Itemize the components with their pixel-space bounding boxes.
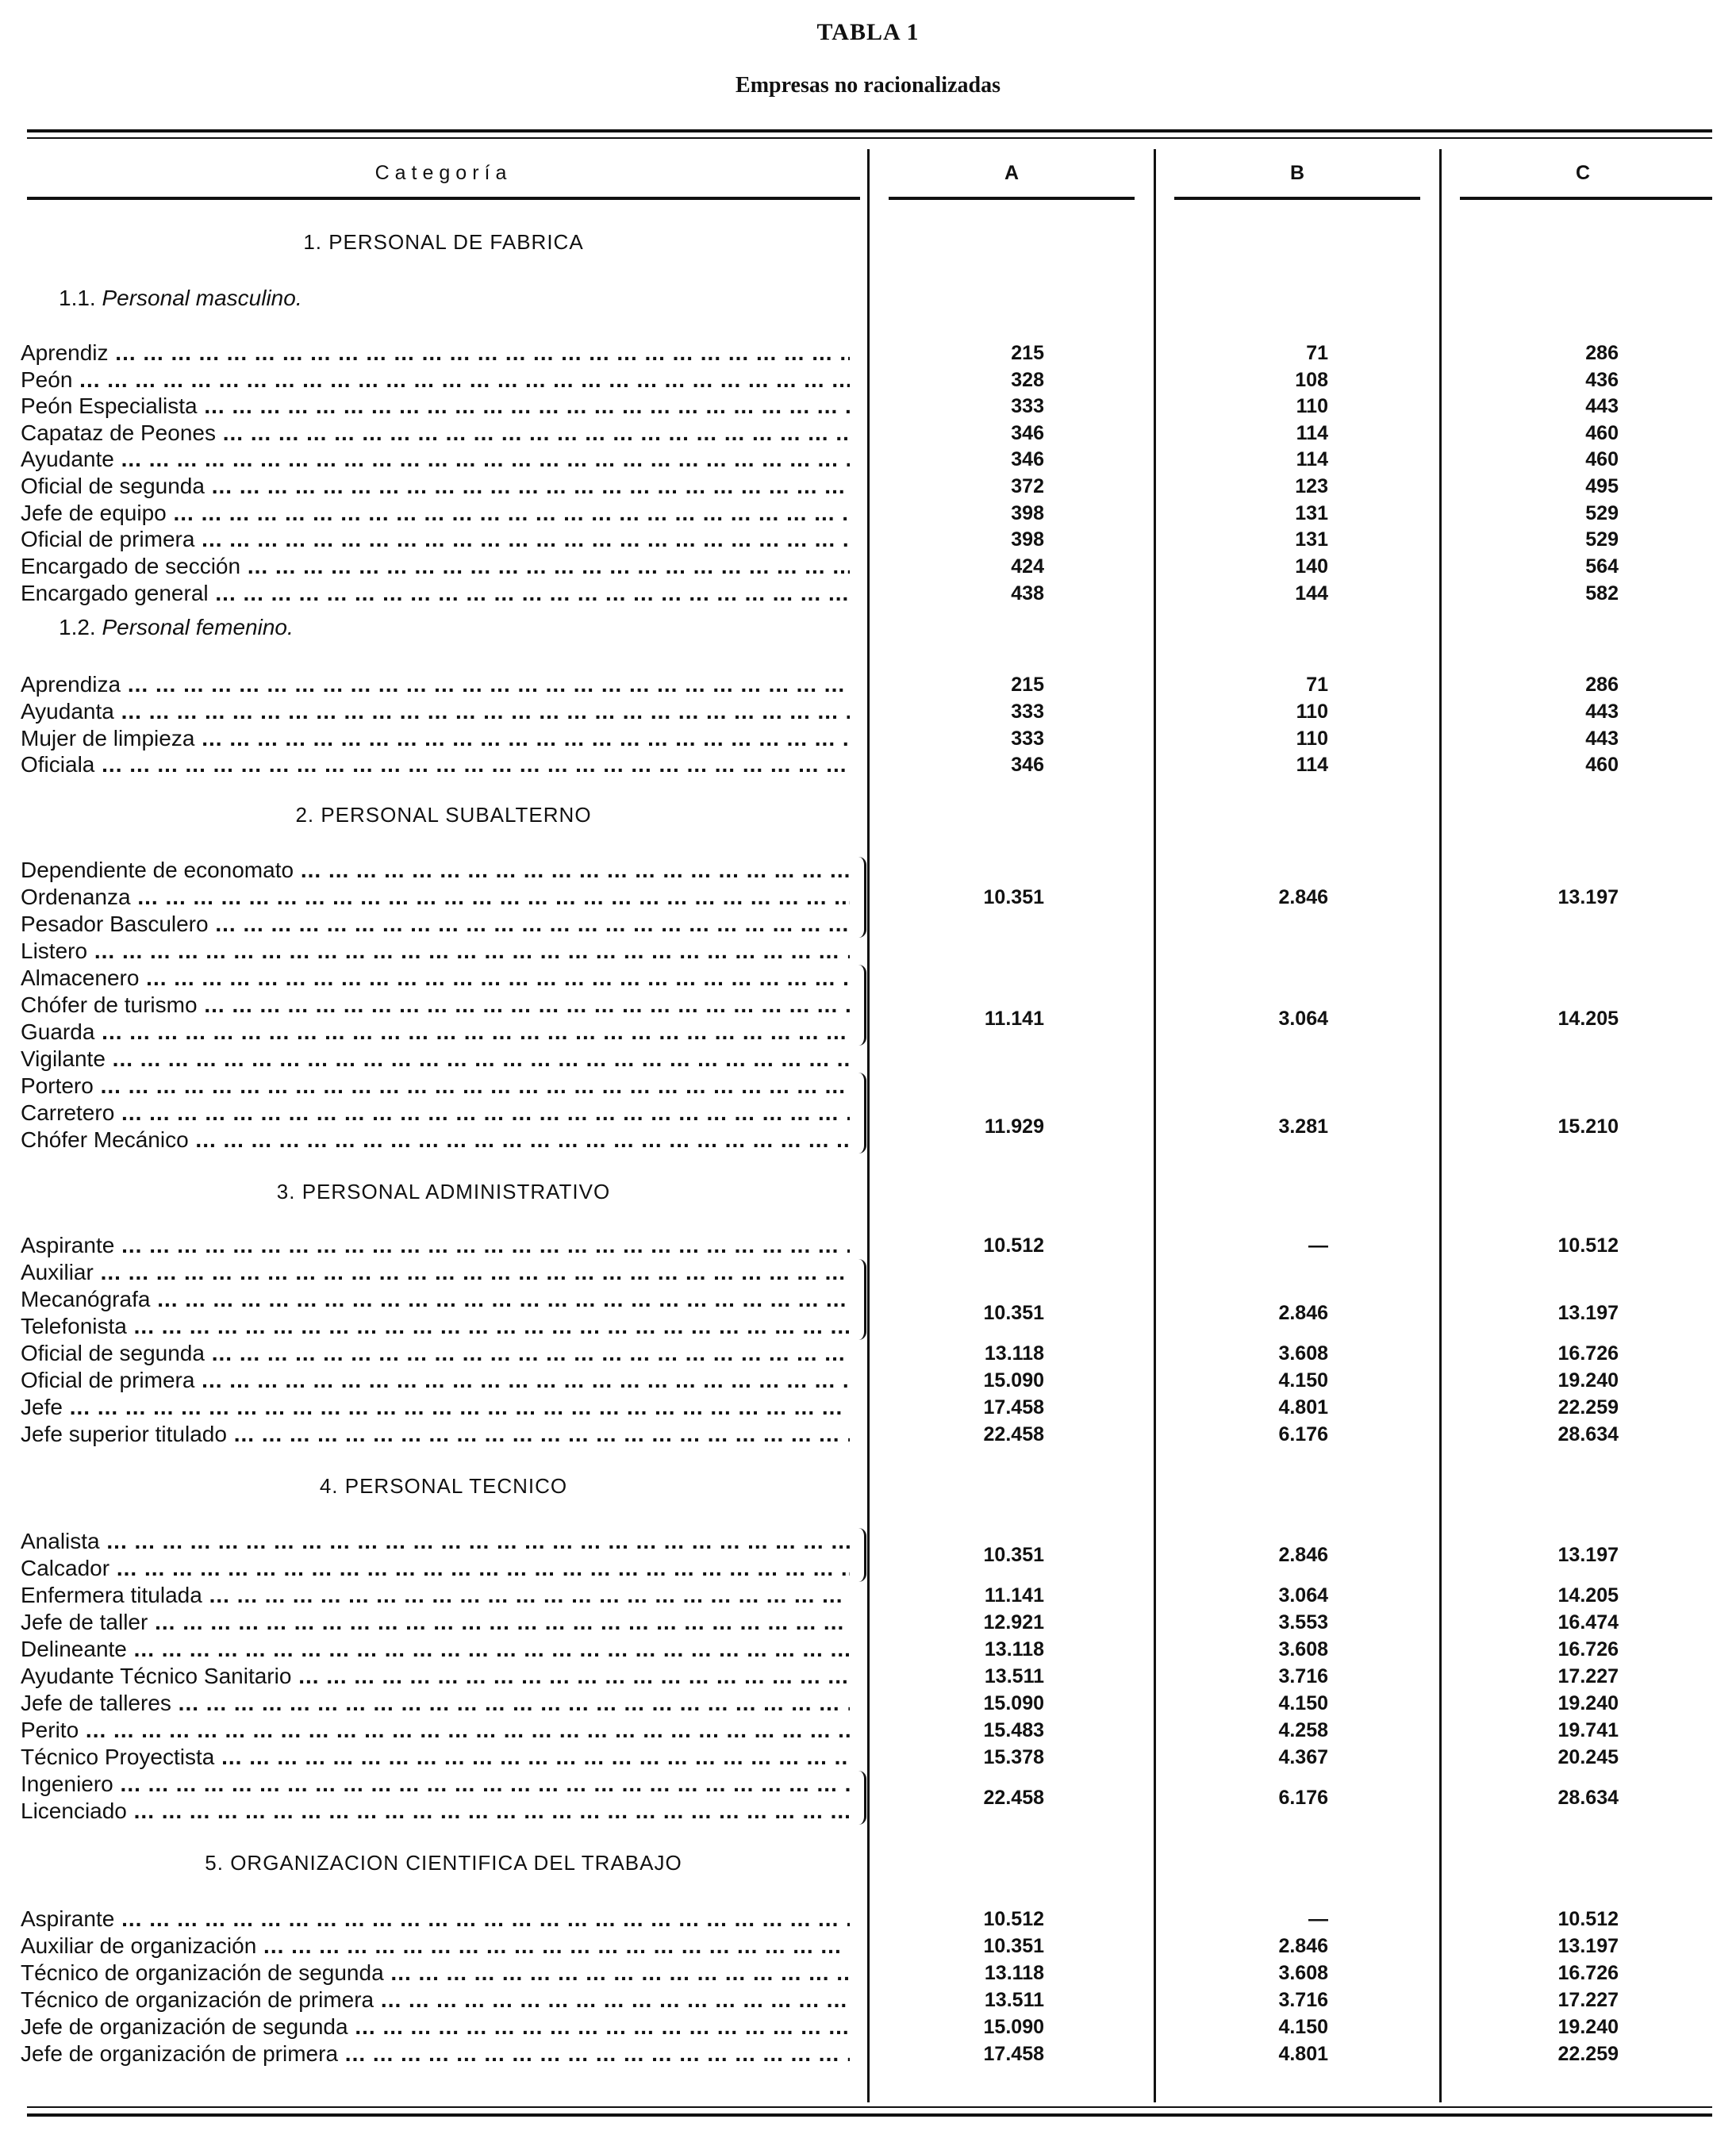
value-b: 4.367 (1278, 1746, 1328, 1768)
bottom-rule-thin (27, 2106, 1712, 2108)
value-b: 114 (1296, 754, 1328, 776)
row-label: Perito ... . (21, 1717, 850, 1744)
row-label: Jefe de organización de segunda ... . (21, 2014, 850, 2040)
row-label: Ordenanza ... . (21, 884, 850, 911)
value-b: 2.846 (1278, 1935, 1328, 1957)
subsection-number: 1.1. (59, 286, 96, 310)
value-c: 436 (1585, 369, 1619, 391)
section-heading: 1. PERSONAL DE FABRICA (303, 230, 584, 254)
group-value-a: 10.351 (983, 886, 1044, 908)
value-b: 144 (1295, 582, 1328, 605)
group-value-a: 22.458 (983, 1787, 1044, 1809)
column-divider (1439, 149, 1442, 2102)
row-label: Enfermera titulada ... . (21, 1582, 850, 1609)
column-divider (1154, 149, 1156, 2102)
row-label: Ayudanta ... . (21, 698, 850, 725)
row-label: Jefe de taller ... . (21, 1609, 850, 1636)
header-rule-b (1174, 197, 1420, 200)
value-c: 19.240 (1557, 1369, 1619, 1392)
value-a: 10.512 (983, 1234, 1044, 1257)
group-value-b: 3.064 (1278, 1008, 1328, 1030)
value-b: 140 (1295, 555, 1328, 578)
group-brace (853, 1259, 866, 1340)
group-value-c: 28.634 (1557, 1787, 1619, 1809)
value-a: 346 (1011, 448, 1044, 470)
value-b: 4.150 (1278, 1692, 1328, 1714)
column-header-category: Categoría (374, 162, 513, 184)
value-b: 108 (1295, 369, 1328, 391)
header-rule-c (1460, 197, 1712, 200)
value-c: 460 (1585, 448, 1619, 470)
row-label: Jefe de equipo ... . (21, 500, 850, 527)
row-label: Almacenero ... . (21, 965, 850, 992)
section-heading: 3. PERSONAL ADMINISTRATIVO (276, 1180, 611, 1204)
value-b: 71 (1306, 674, 1328, 696)
row-label: Listero ... . (21, 938, 850, 965)
row-label: Jefe de talleres ... . (21, 1690, 850, 1717)
value-c: 286 (1585, 342, 1619, 364)
value-c: 16.726 (1557, 1962, 1619, 1984)
value-a: 22.458 (983, 1423, 1044, 1445)
value-c: 28.634 (1557, 1423, 1619, 1445)
row-label: Técnico de organización de segunda ... . (21, 1960, 850, 1987)
section-heading: 5. ORGANIZACION CIENTIFICA DEL TRABAJO (205, 1851, 682, 1875)
row-label: Pesador Basculero ... . (21, 911, 850, 938)
value-a: 12.921 (983, 1611, 1044, 1633)
value-a: 333 (1011, 727, 1044, 750)
row-label: Jefe de organización de primera ... . (21, 2040, 850, 2067)
value-b: 3.608 (1278, 1962, 1328, 1984)
group-value-c: 13.197 (1557, 886, 1619, 908)
row-label: Analista ... . (21, 1528, 850, 1555)
value-b: 3.553 (1278, 1611, 1328, 1633)
value-b: 131 (1295, 502, 1328, 524)
value-a: 15.090 (983, 2016, 1044, 2038)
group-value-b: 2.846 (1278, 1302, 1328, 1324)
table-subtitle: Empresas no racionalizadas (735, 73, 1001, 98)
value-a: 13.118 (984, 1342, 1044, 1365)
column-header-b: B (1289, 162, 1305, 184)
group-value-a: 10.351 (983, 1302, 1044, 1324)
column-divider (867, 149, 870, 2102)
value-a: 398 (1011, 528, 1044, 551)
row-label: Chófer de turismo ... . (21, 992, 850, 1019)
value-c: 529 (1585, 502, 1619, 524)
value-c: 460 (1585, 754, 1619, 776)
group-brace (853, 1771, 866, 1825)
row-label: Oficial de primera ... . (21, 1367, 850, 1394)
group-value-b: 3.281 (1278, 1115, 1328, 1138)
value-b: 114 (1296, 448, 1328, 470)
subsection-number: 1.2. (59, 615, 96, 639)
value-a: 15.483 (983, 1719, 1044, 1741)
value-c: 286 (1585, 674, 1619, 696)
value-a: 346 (1011, 754, 1044, 776)
section-heading: 2. PERSONAL SUBALTERNO (295, 803, 592, 827)
row-label: Licenciado ... . (21, 1798, 850, 1825)
value-b: 4.801 (1278, 2043, 1328, 2065)
row-label: Técnico Proyectista ... . (21, 1744, 850, 1771)
value-a: 333 (1011, 395, 1044, 417)
row-label: Aprendiz ... . (21, 340, 850, 367)
row-label: Aprendiza ... . (21, 671, 850, 698)
group-value-a: 11.141 (984, 1008, 1044, 1030)
value-a: 424 (1011, 555, 1044, 578)
value-c: 14.205 (1557, 1584, 1619, 1607)
value-a: 13.511 (984, 1989, 1044, 2011)
value-c: 443 (1585, 727, 1619, 750)
row-label: Oficial de segunda ... . (21, 473, 850, 500)
value-b: 3.716 (1278, 1989, 1328, 2011)
group-value-c: 14.205 (1557, 1008, 1619, 1030)
value-a: 10.351 (983, 1935, 1044, 1957)
value-a: 346 (1011, 422, 1044, 444)
row-label: Peón ... . (21, 367, 850, 393)
value-a: 15.090 (983, 1692, 1044, 1714)
top-rule (27, 129, 1712, 132)
value-a: 215 (1011, 674, 1044, 696)
value-b: 110 (1296, 701, 1328, 723)
value-c: 20.245 (1557, 1746, 1619, 1768)
group-value-c: 13.197 (1557, 1544, 1619, 1566)
subsection-label: Personal masculino. (102, 286, 302, 310)
value-c: 22.259 (1557, 2043, 1619, 2065)
group-value-b: 6.176 (1278, 1787, 1328, 1809)
value-c: 529 (1585, 528, 1619, 551)
column-header-a: A (1004, 162, 1020, 184)
value-b: — (1308, 1234, 1328, 1257)
row-label: Carretero ... . (21, 1100, 850, 1127)
value-b: 123 (1295, 475, 1328, 497)
group-value-b: 2.846 (1278, 886, 1328, 908)
value-a: 13.118 (984, 1962, 1044, 1984)
value-a: 17.458 (983, 2043, 1044, 2065)
value-c: 460 (1585, 422, 1619, 444)
group-value-c: 15.210 (1557, 1115, 1619, 1138)
value-a: 13.118 (984, 1638, 1044, 1660)
subsection-heading (59, 615, 294, 640)
row-label: Oficial de primera ... . (21, 526, 850, 553)
value-c: 495 (1585, 475, 1619, 497)
group-brace (853, 965, 866, 1046)
value-a: 13.511 (984, 1665, 1044, 1687)
group-brace (853, 1073, 866, 1154)
value-c: 17.227 (1557, 1989, 1619, 2011)
row-label: Ayudante Técnico Sanitario ... . (21, 1663, 850, 1690)
row-label: Encargado de sección ... . (21, 553, 850, 580)
value-c: 582 (1585, 582, 1619, 605)
value-b: — (1308, 1908, 1328, 1930)
value-a: 333 (1011, 701, 1044, 723)
column-header-c: C (1575, 162, 1591, 184)
top-rule-thin (27, 137, 1712, 139)
value-b: 4.150 (1278, 1369, 1328, 1392)
value-a: 15.090 (983, 1369, 1044, 1392)
row-label: Oficial de segunda ... . (21, 1340, 850, 1367)
row-label: Delineante ... . (21, 1636, 850, 1663)
value-a: 17.458 (983, 1396, 1044, 1419)
row-label: Encargado general ... . (21, 580, 850, 607)
row-label: Vigilante ... . (21, 1046, 850, 1073)
value-c: 16.726 (1557, 1638, 1619, 1660)
value-b: 71 (1306, 342, 1328, 364)
value-c: 22.259 (1557, 1396, 1619, 1419)
value-a: 215 (1011, 342, 1044, 364)
value-b: 4.258 (1278, 1719, 1328, 1741)
value-c: 443 (1585, 701, 1619, 723)
table-title: TABLA 1 (816, 19, 920, 45)
row-label: Ayudante ... . (21, 446, 850, 473)
value-b: 3.608 (1278, 1638, 1328, 1660)
value-b: 4.150 (1278, 2016, 1328, 2038)
row-label: Técnico de organización de primera ... . (21, 1987, 850, 2014)
value-a: 438 (1011, 582, 1044, 605)
value-c: 564 (1585, 555, 1619, 578)
row-label: Aspirante ... . (21, 1906, 850, 1933)
header-rule-a (889, 197, 1135, 200)
row-label: Mujer de limpieza ... . (21, 725, 850, 752)
value-b: 3.608 (1278, 1342, 1328, 1365)
section-heading: 4. PERSONAL TECNICO (319, 1474, 568, 1498)
row-label: Calcador ... . (21, 1555, 850, 1582)
row-label: Capataz de Peones ... . (21, 420, 850, 447)
row-label: Dependiente de economato ... . (21, 857, 850, 884)
row-label: Jefe superior titulado ... . (21, 1421, 850, 1448)
value-b: 114 (1296, 422, 1328, 444)
group-brace (853, 857, 866, 938)
value-c: 16.474 (1557, 1611, 1619, 1633)
value-a: 398 (1011, 502, 1044, 524)
row-label: Peón Especialista ... . (21, 393, 850, 420)
row-label: Mecanógrafa ... . (21, 1286, 850, 1313)
value-c: 17.227 (1557, 1665, 1619, 1687)
row-label: Auxiliar de organización ... . (21, 1933, 850, 1960)
value-c: 16.726 (1557, 1342, 1619, 1365)
value-b: 3.064 (1278, 1584, 1328, 1607)
value-b: 110 (1296, 395, 1328, 417)
value-a: 10.512 (983, 1908, 1044, 1930)
value-b: 131 (1295, 528, 1328, 551)
value-a: 328 (1011, 369, 1044, 391)
bottom-rule (27, 2113, 1712, 2117)
value-c: 19.240 (1557, 1692, 1619, 1714)
row-label: Chófer Mecánico ... . (21, 1127, 850, 1154)
subsection-label: Personal femenino. (102, 615, 294, 639)
value-c: 10.512 (1557, 1234, 1619, 1257)
value-b: 3.716 (1278, 1665, 1328, 1687)
row-label: Guarda ... . (21, 1019, 850, 1046)
value-c: 19.240 (1557, 2016, 1619, 2038)
value-b: 6.176 (1278, 1423, 1328, 1445)
value-c: 13.197 (1557, 1935, 1619, 1957)
value-a: 372 (1011, 475, 1044, 497)
group-brace (853, 1528, 866, 1582)
row-label: Auxiliar ... . (21, 1259, 850, 1286)
group-value-a: 11.929 (984, 1115, 1044, 1138)
row-label: Jefe ... . (21, 1394, 850, 1421)
group-value-a: 10.351 (983, 1544, 1044, 1566)
row-label: Oficiala ... . (21, 751, 850, 778)
group-value-c: 13.197 (1557, 1302, 1619, 1324)
row-label: Aspirante ... . (21, 1232, 850, 1259)
row-label: Ingeniero ... . (21, 1771, 850, 1798)
row-label: Telefonista ... . (21, 1313, 850, 1340)
subsection-heading (59, 286, 302, 311)
value-c: 443 (1585, 395, 1619, 417)
value-c: 10.512 (1557, 1908, 1619, 1930)
value-c: 19.741 (1557, 1719, 1619, 1741)
value-a: 15.378 (983, 1746, 1044, 1768)
value-a: 11.141 (984, 1584, 1044, 1607)
group-value-b: 2.846 (1278, 1544, 1328, 1566)
value-b: 110 (1296, 727, 1328, 750)
header-rule-category (27, 197, 860, 200)
row-label: Portero ... . (21, 1073, 850, 1100)
value-b: 4.801 (1278, 1396, 1328, 1419)
